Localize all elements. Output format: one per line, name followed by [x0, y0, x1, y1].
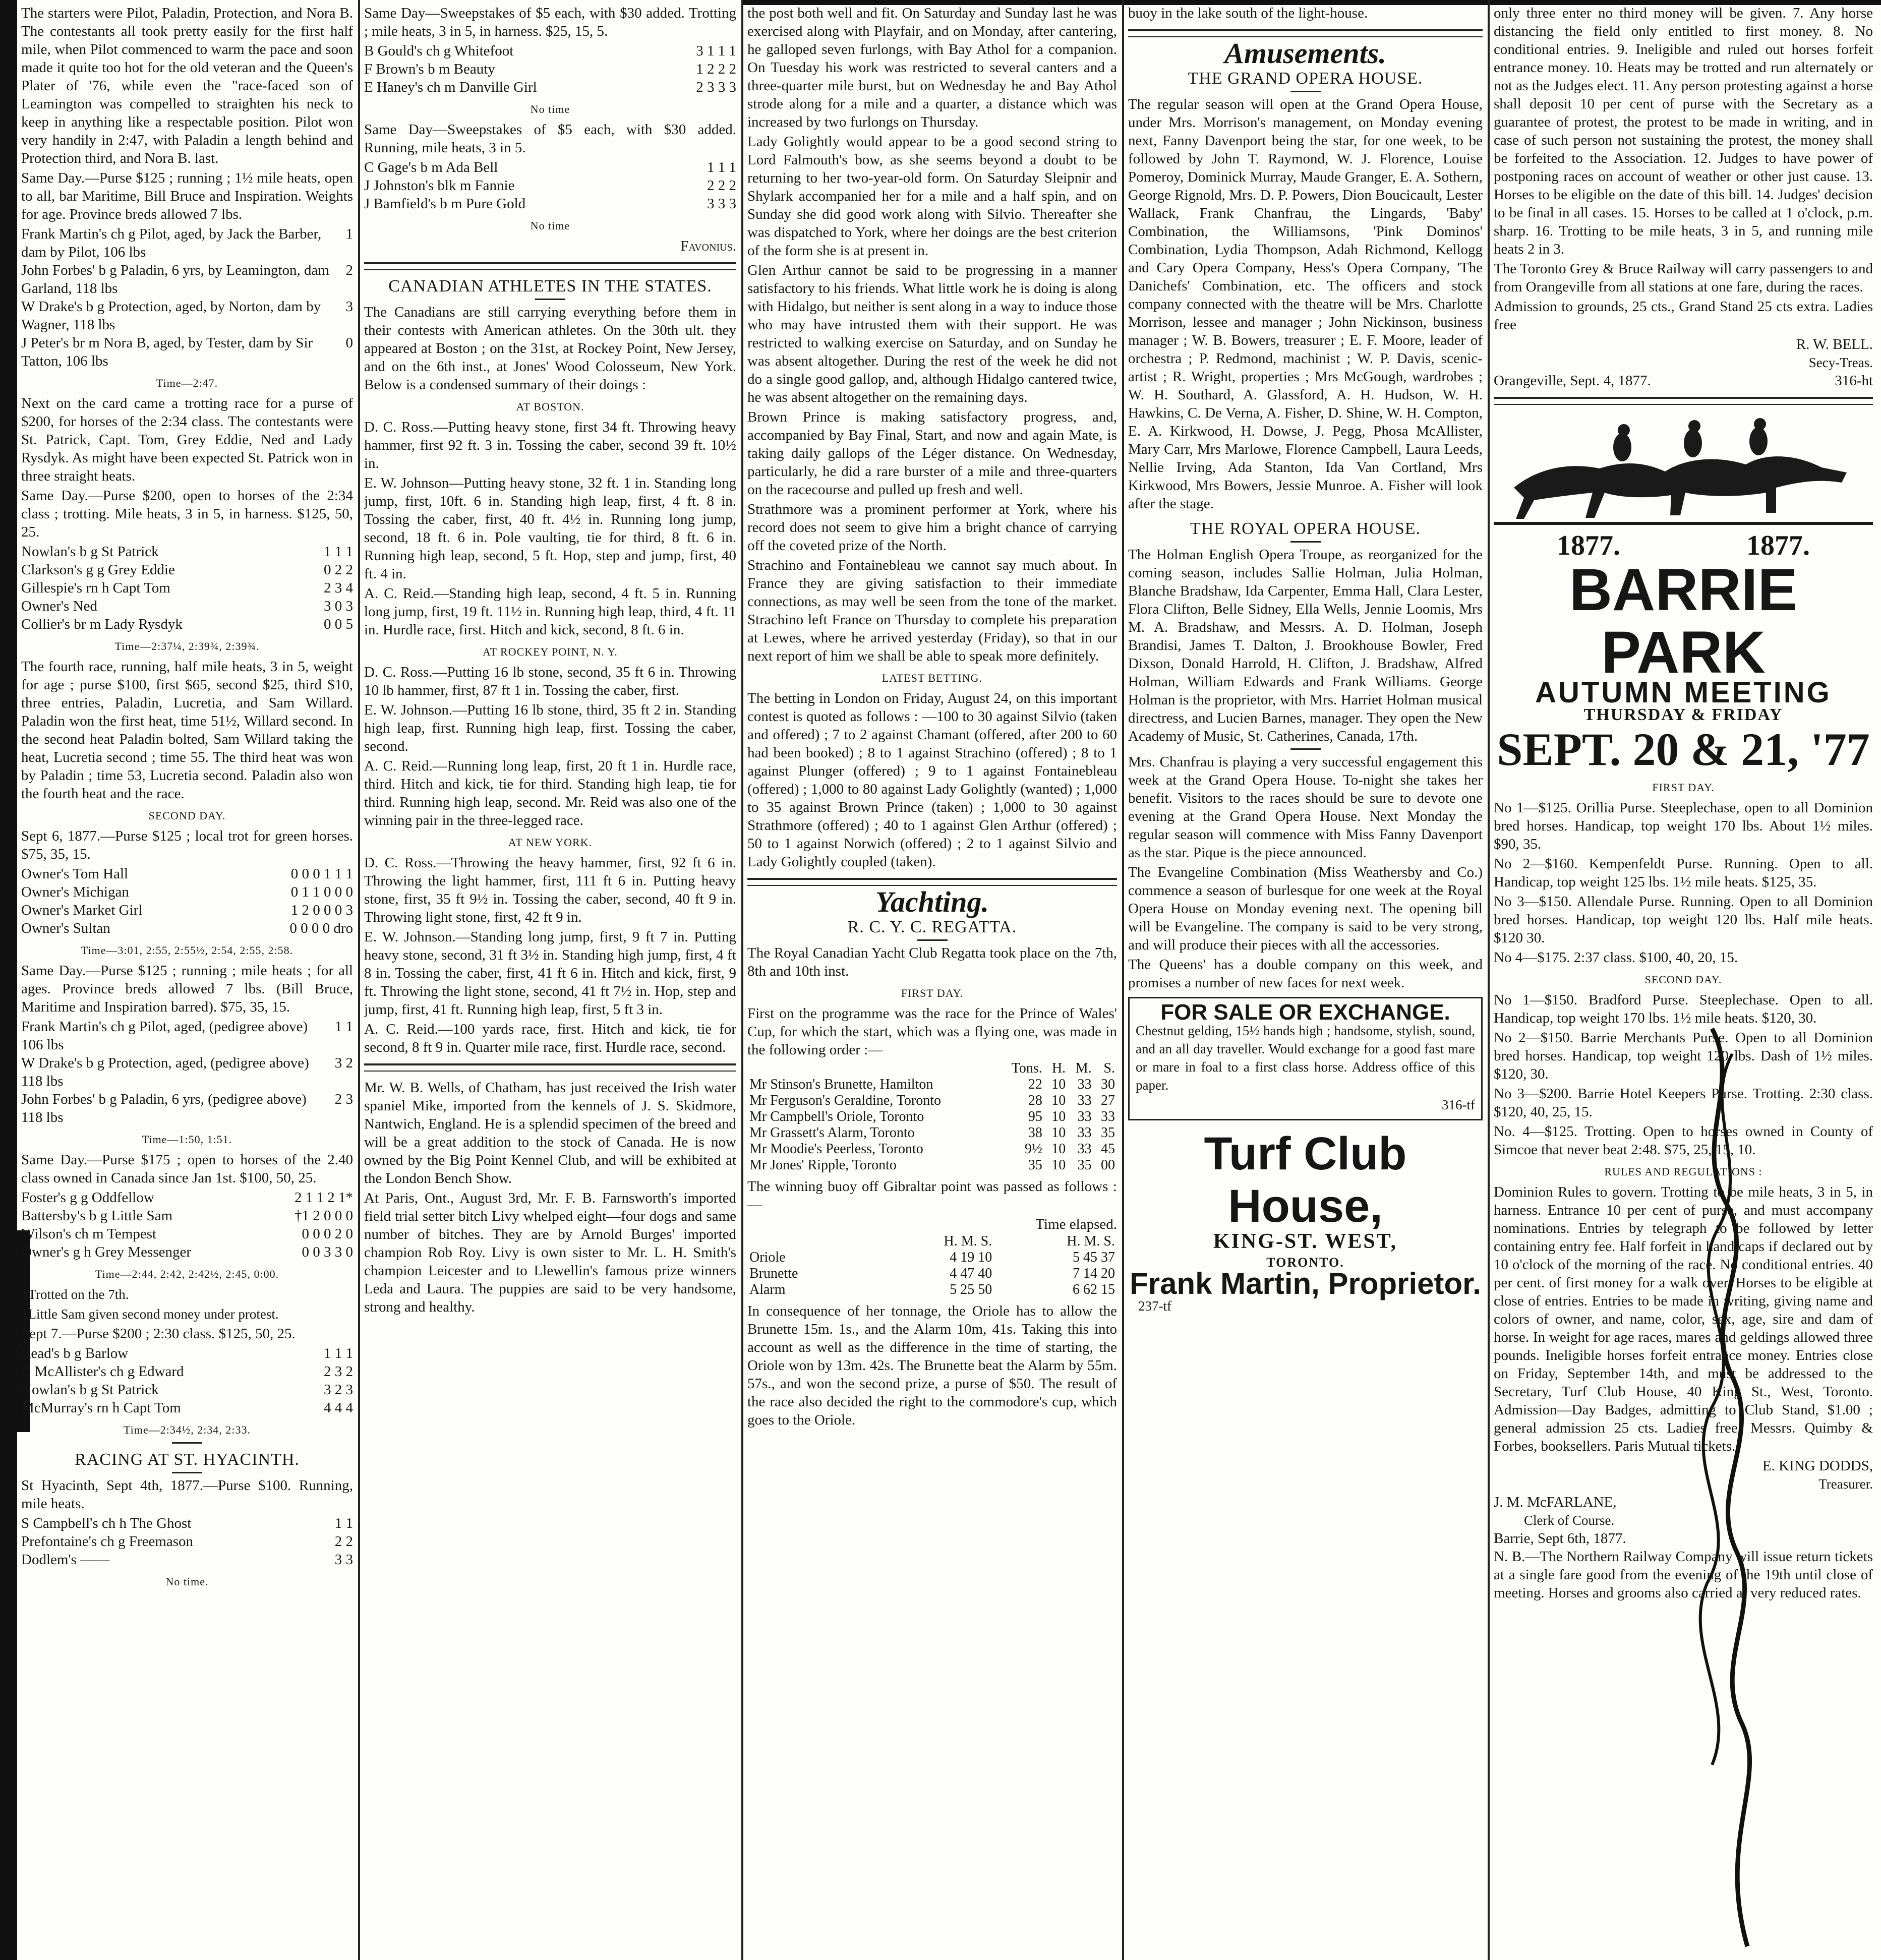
result-row — [21, 865, 353, 883]
result-row — [21, 298, 353, 334]
result-horse: Collier's br m Lady Rysdyk — [21, 616, 183, 632]
column-1 — [21, 4, 353, 1950]
table-cell: 00 — [1101, 1157, 1115, 1173]
article-paragraph: Brown Prince is making satisfactory progress, and, accompanied by Bay Final, Start, and now and again Mate, is taking daily gallops of the Léger distance. On Wednesday, particularly, he did a rare burster of a mile and three-quarters on the racecourse and pulled up fresh and well. — [747, 409, 1117, 498]
race-entry: No 2—$160. Kempenfeldt Purse. Running. Open to all. Handicap, top weight 125 lbs. 1½ mile heats. $125, 35. — [1494, 856, 1873, 890]
turf-club-proprietor: Frank Martin, Proprietor. — [1130, 1267, 1481, 1300]
table-cell: 33 — [1077, 1077, 1092, 1092]
column-rule — [741, 0, 743, 1960]
table-cell: 10 — [1051, 1109, 1066, 1124]
table-cell: 33 — [1077, 1109, 1092, 1124]
yacht-name: Alarm — [749, 1282, 786, 1297]
result-placings: 1 1 — [334, 1515, 353, 1531]
article-paragraph: A. C. Reid.—Standing high leap, second, 4 ft. 5 in. Running long jump, first, 19 ft. 11½ in. Running high leap, third, 4 ft. 11 in. Hurdle race, first. Hitch and kick, second, 8 ft. 6 in. — [364, 585, 736, 638]
article-paragraph: D. C. Ross.—Throwing the heavy hammer, first, 92 ft 6 in. Throwing the light hammer, first, 111 ft 6 in. Putting heavy stone, first, 35 ft 9½ in. Tossing the caber, second, 40 ft 9 in. Throwing light stone, first, 42 ft 9 in. — [364, 855, 736, 925]
result-placings: †1 2 0 0 0 — [295, 1208, 353, 1224]
column-4 — [1128, 4, 1483, 1950]
section-heading: CANADIAN ATHLETES IN THE STATES. — [388, 277, 712, 295]
article-paragraph: Mr. W. B. Wells, of Chatham, has just received the Irish water spaniel Mike, imported from the kennels of J. S. Skidmore, Nantwich, England. He is a splendid specimen of the breed and will be a great addition to the stock of Canada. He is now owned by the Big Point Kennel Club, and will be exhibited at the London Bench Show. — [364, 1080, 736, 1186]
table-cell: 10 — [1051, 1093, 1066, 1108]
table-cell: 5 25 50 — [950, 1282, 992, 1297]
result-horse: Owner's Market Girl — [21, 902, 143, 918]
rules-paragraph: Dominion Rules to govern. Trotting to be mile heats, 3 in 5, in harness. Entrance 10 per cent of purse, and must accompany nominations. Entries by telegraph to be followed by letter containing entry fee. Half forfeit in handicaps if declared out by 10 o'clock of the morning of the race. No conditional entries. 40 per cent. of first money for a walk over. Horses to be eligible at close of entries. Entries to be made in writing, giving name and colors of owner, and name, color, sex, age, sire and dam of horse. In weight for age races, mares and geldings allowed three pounds. Ineligible horses forfeit entrance money. Entries close on Friday, September 14th, and must be addressed to the Secretary, Turf Club House, 40 King St., West, Toronto. Admission—Day Badges, admitting to Club Stand, $1.00 ; general admission 25 cts. Ladies free. Messrs. Quimby & Forbes, booksellers. Paris Mutual tickets. — [1494, 1184, 1873, 1454]
article-paragraph: In consequence of her tonnage, the Oriole has to allow the Brunette 15m. 1s., and the Alarm 10m, 41s. Taking this into account as well as the difference in the time of starting, the Oriole won by 13m. 42s. The Brunette beat the Alarm by 55m. 57s., and won the second prize, a purse of $50. The result of the race also decided the right to the commodore's cup, which goes to the Oriole. — [747, 1303, 1117, 1428]
table-cell: 10 — [1051, 1141, 1066, 1157]
result-placings: 0 0 5 — [324, 616, 353, 632]
turf-club-city: TORONTO. — [1266, 1255, 1344, 1270]
race-heading: Same Day.—Purse $125 ; running ; 1½ mile heats, open to all, bar Maritime, Bill Bruce and Inspiration. Weights for age. Province breds allowed 7 lbs. — [21, 170, 353, 222]
race-time: Time—3:01, 2:55, 2:55½, 2:54, 2:55, 2:58. — [81, 944, 293, 957]
year-banner — [1494, 530, 1873, 561]
race-time: Time—2:47. — [156, 377, 218, 389]
race-entry: No 1—$125. Orillia Purse. Steeplechase, open to all Dominion bred horses. Handicap, top weight 170 lbs. About 1½ miles. $90, 35. — [1494, 800, 1873, 852]
section-heading: THE GRAND OPERA HOUSE. — [1188, 69, 1423, 88]
race-entry: No 3—$150. Allendale Purse. Running. Open to all Dominion bred horses. Handicap, top weight 120 lbs. Half mile heats. $120 30. — [1494, 894, 1873, 946]
race-time: No time. — [165, 1575, 209, 1588]
result-horse: Nowlan's b g St Patrick — [21, 544, 159, 560]
result-placings: 2 2 2 — [707, 177, 736, 194]
result-horse: Nowlan's b g St Patrick — [21, 1382, 159, 1398]
footnote: †Little Sam given second money under protest. — [21, 1306, 279, 1322]
result-row — [21, 561, 353, 579]
article-paragraph: Strachino and Fontainebleau we cannot say much about. In France they are giving satisfaction to their immediate connections, as may well be seen from the tone of the market. Strachino left France on Thursday to complete his preparation at Lewes, where he arrived yesterday (Friday), so that in our next report of him we shall be able to speak more definitely. — [747, 557, 1117, 664]
result-placings: 0 1 1 0 0 0 — [290, 884, 353, 900]
table-cell: 9½ — [1024, 1141, 1042, 1157]
result-row — [21, 1551, 353, 1569]
table-row — [747, 1125, 1117, 1141]
result-placings: 0 0 0 0 dro — [289, 920, 353, 936]
result-row — [21, 1090, 353, 1126]
divider — [1290, 748, 1321, 750]
table-cell: 28 — [1028, 1093, 1042, 1108]
table-cell: 38 — [1028, 1125, 1042, 1141]
signature-name: J. M. McFARLANE, — [1494, 1494, 1617, 1510]
race-time: Time—2:44, 2:42, 2:42½, 2:45, 0:00. — [95, 1268, 279, 1280]
result-placings: 2 3 4 — [324, 580, 353, 596]
result-row — [21, 919, 353, 937]
section-divider — [747, 878, 1117, 886]
ad-code: 316-tf — [1442, 1097, 1475, 1112]
table-row — [747, 1266, 1117, 1282]
ad-heading: FOR SALE OR EXCHANGE. — [1160, 1000, 1450, 1025]
results-list — [21, 1018, 353, 1126]
result-horse: Read's b g Barlow — [21, 1345, 129, 1361]
result-row — [364, 42, 736, 60]
result-placings: 0 2 2 — [324, 562, 353, 578]
article-paragraph: Mrs. Chanfrau is playing a very successful engagement this week at the Grand Opera House. To-night she takes her benefit. Visitors to the races should be sure to devote one evening at the Grand Opera House. Next Monday the regular season will commence with Miss Fanny Davenport as the star. Pique is the piece announced. — [1128, 754, 1483, 861]
for-sale-advertisement — [1128, 997, 1483, 1120]
result-horse: Dodlem's —— — [21, 1552, 110, 1568]
result-horse: John Forbes' b g Paladin, 6 yrs, by Leamington, dam Garland, 118 lbs — [21, 262, 329, 296]
table-cell: 27 — [1101, 1093, 1115, 1108]
ad-body: Chestnut gelding, 15½ hands high ; handsome, stylish, sound, and an all day traveller. Would exchange for a good fast mare or mare in foal to a first class horse. Address office of this paper. — [1136, 1023, 1475, 1093]
table-cell: 33 — [1077, 1093, 1092, 1108]
meeting-title: AUTUMN MEETING — [1535, 676, 1832, 709]
section-banner: Yachting. — [875, 885, 989, 918]
result-placings: 1 1 1 — [324, 1345, 353, 1361]
column-rule — [1488, 0, 1490, 1960]
section-subheading: FIRST DAY. — [901, 987, 964, 999]
signature-title: Secy-Treas. — [1808, 355, 1873, 370]
race-heading: Same Day.—Purse $175 ; open to horses of the 2.40 class owned in Canada since Jan 1st. $100, 50, 25. — [21, 1152, 353, 1186]
column-rule — [1122, 0, 1124, 1960]
result-horse: Frank Martin's ch g Pilot, aged, (pedigree above) 106 lbs — [21, 1019, 308, 1053]
result-row — [364, 60, 736, 78]
race-entry: No 4—$175. 2:37 class. $100, 40, 20, 15. — [1494, 949, 1738, 966]
result-row — [21, 1189, 353, 1207]
result-horse: Wilson's ch m Tempest — [21, 1226, 157, 1242]
table-header: H. — [1051, 1060, 1066, 1076]
table-header: Tons. — [1011, 1060, 1042, 1076]
table-cell: 10 — [1051, 1125, 1066, 1141]
result-horse: F Brown's b m Beauty — [364, 61, 495, 77]
table-header: H. M. S. — [1067, 1233, 1115, 1249]
result-horse: B Gould's ch g Whitefoot — [364, 43, 514, 59]
section-divider — [1128, 29, 1483, 37]
section-subheading: LATEST BETTING. — [881, 672, 983, 684]
table-cell: 4 47 40 — [950, 1266, 992, 1281]
result-placings: 2 1 1 2 1* — [295, 1190, 353, 1206]
article-paragraph: Glen Arthur cannot be said to be progressing in a manner satisfactory to his friends. What little work he is doing is along with Hidalgo, but neither is sent along in a way to induce those who may have intrusted them with their support. He was restricted to walking exercise on Saturday, and on Sunday he was absent altogether. During the rest of the week he did not do a single good gallop, and, although Hidalgo cantered twice, he was absent altogether on the remaining days. — [747, 262, 1117, 405]
section-banner: Amusements. — [1224, 37, 1386, 70]
race-heading: Same Day—Sweepstakes of $5 each, with $30 added. Running, mile heats, 3 in 5. — [364, 122, 736, 156]
section-subheading: AT ROCKEY POINT, N. Y. — [483, 645, 618, 658]
table-cell: 4 19 10 — [950, 1250, 992, 1265]
yacht-name: Mr Grassett's Alarm, Toronto — [749, 1125, 915, 1141]
result-placings: 1 2 0 0 0 3 — [290, 902, 353, 918]
race-entry: No 1—$150. Bradford Purse. Steeplechase. Open to all. Handicap, top weight 170 lbs. 1½ mile heats. $120, 30. — [1494, 992, 1873, 1026]
table-cell: 95 — [1028, 1109, 1042, 1124]
article-paragraph: Lady Golightly would appear to be a good second string to Lord Falmouth's bow, as she seems beyond a doubt to be returning to her two-year-old form. On Saturday Sleipnir and Shylark accompanied her for a mile and a half spin, and on Sunday she did good work along with Silvio. Thereafter she was dispatched to York, where her doings are the best criterion of the form she is at present in. — [747, 134, 1117, 259]
section-subheading: FIRST DAY. — [1652, 781, 1715, 794]
section-heading: R. C. Y. C. REGATTA. — [847, 918, 1017, 936]
turf-club-street: KING-ST. WEST, — [1213, 1230, 1398, 1253]
result-horse: Owner's Michigan — [21, 884, 129, 900]
result-placings: 1 1 1 — [324, 544, 353, 560]
result-horse: Clarkson's g g Grey Eddie — [21, 562, 175, 578]
section-divider — [364, 262, 736, 270]
table-cell: 33 — [1101, 1109, 1115, 1124]
ad-code: 237-tf — [1138, 1298, 1171, 1314]
result-row — [21, 883, 353, 901]
results-list — [21, 865, 353, 937]
article-paragraph: buoy in the lake south of the light-house. — [1128, 5, 1368, 21]
result-placings: 3 — [345, 299, 353, 315]
race-time: Time—2:37¼, 2:39¾, 2:39¾. — [114, 640, 260, 652]
article-paragraph: Strathmore was a prominent performer at York, where his record does not seem to give him a bright chance of carrying off the coveted prize of the North. — [747, 501, 1117, 554]
divider — [917, 939, 948, 941]
scan-edge — [0, 0, 17, 1960]
result-placings: 2 3 — [334, 1091, 353, 1107]
table-cell: 45 — [1101, 1141, 1115, 1157]
result-row — [364, 78, 736, 96]
year-right: 1877. — [1746, 530, 1810, 561]
signature-name: E. KING DODDS, — [1762, 1458, 1873, 1474]
section-subheading: SECOND DAY. — [1644, 973, 1722, 986]
result-row — [21, 597, 353, 615]
meeting-date: SEPT. 20 & 21, '77 — [1497, 724, 1870, 775]
result-row — [21, 1514, 353, 1532]
article-paragraph: N. B.—The Northern Railway Company will issue return tickets at a single fare good from the evening of the 19th until close of meeting. Horses and grooms also carried at very reduced rates. — [1494, 1549, 1873, 1601]
result-horse: J Bamfield's b m Pure Gold — [364, 196, 526, 212]
result-horse: Battersby's b g Little Sam — [21, 1208, 173, 1224]
table-row — [747, 1093, 1117, 1109]
result-horse: C Gage's b m Ada Bell — [364, 159, 498, 175]
article-paragraph: The Queens' has a double company on this week, and promises a number of new faces for next week. — [1128, 957, 1483, 991]
footnote: *Trotted on the 7th. — [21, 1287, 129, 1302]
result-horse: Owner's Sultan — [21, 920, 110, 936]
divider — [1290, 91, 1321, 92]
article-paragraph: The Royal Canadian Yacht Club Regatta took place on the 7th, 8th and 10th inst. — [747, 945, 1117, 979]
article-paragraph: A. C. Reid.—100 yards race, first. Hitch and kick, tie for second, 8 ft 9 in. Quarter mile race, first. Hurdle race, second. — [364, 1021, 736, 1055]
result-row — [21, 334, 353, 370]
yacht-name: Mr Ferguson's Geraldine, Toronto — [749, 1093, 942, 1108]
result-placings: 4 4 4 — [324, 1400, 353, 1416]
result-horse: J Peter's br m Nora B, aged, by Tester, dam by Sir Tatton, 106 lbs — [21, 335, 313, 369]
result-placings: 0 0 3 3 0 — [302, 1244, 353, 1260]
column-3 — [747, 4, 1117, 1950]
result-row — [21, 1362, 353, 1381]
result-placings: 3 3 3 — [707, 196, 736, 212]
table-row — [747, 1109, 1117, 1125]
racing-horses-illustration — [1494, 412, 1873, 528]
ink-scribble-mark — [1682, 1024, 1768, 1951]
race-heading: Same Day—Sweepstakes of $5 each, with $30 added. Trotting ; mile heats, 3 in 5, in harness. $25, 15, 5. — [364, 5, 736, 39]
result-placings: 1 1 1 — [707, 159, 736, 175]
table-cell: 6 62 15 — [1073, 1282, 1115, 1297]
result-horse: McMurray's rn h Capt Tom — [21, 1400, 181, 1416]
result-placings: 3 3 — [334, 1552, 353, 1568]
article-paragraph: The Evangeline Combination (Miss Weathersby and Co.) commence a season of burlesque for one week at the Royal Opera House on Monday evening next. The opening bill will be Evangeline. The company is said to be very strong, and will produce their pieces with all the accessories. — [1128, 864, 1483, 953]
section-divider — [364, 1063, 736, 1072]
article-paragraph: The winning buoy off Gibraltar point was passed as follows :— — [747, 1178, 1117, 1213]
result-horse: J Johnston's blk m Fannie — [364, 177, 515, 194]
article-paragraph: At Paris, Ont., August 3rd, Mr. F. B. Farnsworth's imported field trial setter bitch Livy whelped eight—four dogs and same number of bitches. They are by Arnold Burges' imported champion Rob Roy. Livy is own sister to Mr. L. H. Smith's champion Leicester and to Llewellin's famous prize winners Leda and Laura. The puppies are said to be very handsome, strong and healthy. — [364, 1190, 736, 1315]
result-placings: 1 — [345, 226, 353, 242]
author-signature: Favonius. — [680, 238, 736, 254]
table-header: M. — [1075, 1060, 1092, 1076]
result-placings: 2 3 2 — [324, 1363, 353, 1380]
result-row — [21, 1381, 353, 1399]
result-row — [21, 261, 353, 298]
section-subheading: AT NEW YORK. — [508, 836, 593, 849]
article-paragraph: The regular season will open at the Grand Opera House, under Mrs. Morrison's management, on Monday evening next, Fanny Davenport being the star, for one week, to be followed by John T. Raymond, W. J. Florence, Louise Pomeroy, Dominick Murray, Maude Granger, E. A. Sothern, George Rignold, Mrs. D. P. Powers, Dion Boucicault, Lester Wallack, Frank Chanfrau, the Lingards, 'Baby' Combination, the Williamsons, 'Pink Dominos' Combination, Lydia Thompson, Adah Richmond, Kellogg and Cary Opera Company, Hess's Opera Company, 'The Danichefs' Combination, etc. The officers and stock company connected with the theatre will be Mrs. Charlotte Morrison, lessee and manager ; John Nickinson, business manager ; W. B. Bowers, treasurer ; E. F. Moore, leader of orchestra ; P. Redmond, machinist ; W. P. Davis, scenic-artist ; R. Wright, properties ; Mrs McGough, wardrobes ; W. H. Southard, A. Glassford, A. H. Hudson, W. H. Hawkins, C. De Verna, A. Fisher, D. Shine, W. H. Compton, E. A. Kirkwood, H. Dowse, J. Pegg, Phosa McAllister, Mary Carr, Mrs Marlowe, Florence Campbell, Laura Leeds, Nellie Irving, Ada Stanton, Ida Van Cortland, Mrs Kirkwood, Mrs Bowers, Jessie Munroe. A. Fisher will look after the stage. — [1128, 96, 1483, 512]
race-time: Time—2:34½, 2:34, 2:33. — [124, 1423, 251, 1436]
result-horse: Gillespie's rn h Capt Tom — [21, 580, 170, 596]
result-placings: 0 0 0 2 0 — [302, 1226, 353, 1242]
article-paragraph: E. W. Johnson—Putting heavy stone, 32 ft. 1 in. Standing long jump, first, 10ft. 6 in. Standing high leap, first, 4 ft. 8 in. Tossing the caber, first, 40 ft. 4½ in. Running long jump, second, 18 ft. 6 in. Pole vaulting, tie for third, 8 ft. 6 in. Running high leap, second, 5 ft. Hop, step and jump, first, 40 ft. 4 in. — [364, 475, 736, 582]
race-heading: St Hyacinth, Sept 4th, 1877.—Purse $100. Running, mile heats. — [21, 1477, 353, 1512]
result-row — [21, 1532, 353, 1551]
result-placings: 0 — [345, 335, 353, 351]
table-cell: 35 — [1101, 1125, 1115, 1141]
article-paragraph: The Canadians are still carrying everything before them in their contests with American athletes. On the 30th ult. they appeared at Boston ; on the 31st, at Rockey Point, New Jersey, and on the 6th inst., at Jones' Wood Colosseum, New York. Below is a condensed summary of their doings : — [364, 304, 736, 393]
signature-name: R. W. BELL. — [1796, 336, 1873, 352]
yacht-name: Mr Jones' Ripple, Toronto — [749, 1157, 897, 1173]
section-subheading: RULES AND REGULATIONS : — [1604, 1165, 1762, 1178]
table-cell: 33 — [1077, 1141, 1092, 1157]
race-entry: No 2—$150. Barrie Merchants Purse. Open to all Dominion bred horses. Handicap, top weight 120 lbs. Dash of 1½ miles. $120, 30. — [1494, 1030, 1873, 1082]
race-heading: Same Day.—Purse $200, open to horses of the 2:34 class ; trotting. Mile heats, 3 in 5, in harness. $125, 50, 25. — [21, 488, 353, 540]
result-row — [21, 1399, 353, 1417]
rules-paragraph: only three enter no third money will be given. 7. Any horse distancing the field only entitled to first money. 8. No conditional entries. 9. Ineligible and ruled out horses forfeit entrance money. 10. Heats may be trotted and run alternately or not as the Judges elect. 11. Any person protesting against a horse shall deposit 10 per cent of purse with the Secretary as a guarantee of protest, the protest to be made in writing, and in case of such person not sustaining the protest, the money shall be forfeited to the Association. 12. Judges to have power of postponing races on account of weather or other just cause. 13. Horses to be eligible on the date of this bill. 14. Judges' decision to be final in all cases. 15. Horses to be called at 1 o'clock, p.m. sharp. 16. Trotting to be mile heats, 3 in 5, and running mile heats 2 in 3. — [1494, 5, 1873, 257]
table-cell: 22 — [1028, 1077, 1042, 1092]
section-heading: THE ROYAL OPERA HOUSE. — [1190, 519, 1421, 538]
result-row — [21, 1344, 353, 1362]
article-paragraph: Next on the card came a trotting race for a purse of $200, for horses of the 2:34 class. The contestants were St. Patrick, Capt. Tom, Grey Eddie, Ned and Lady Rysdyk. As might have been expected St. Patrick won in three straight heats. — [21, 395, 353, 484]
column-2 — [364, 4, 736, 1950]
table-caption: Time elapsed. — [1035, 1216, 1117, 1232]
divider — [1290, 541, 1321, 543]
section-heading: RACING AT ST. HYACINTH. — [75, 1450, 300, 1469]
result-horse: Owner's g h Grey Messenger — [21, 1244, 192, 1260]
article-paragraph: A. C. Reid.—Running long leap, first, 20 ft 1 in. Hurdle race, third. Hitch and kick, tie for third. Standing high leap, tie for third. Running high leap, second. Mr. Reid was also one of the winning pair in the three-legged race. — [364, 758, 736, 828]
yacht-start-table — [747, 1060, 1117, 1173]
table-cell: 33 — [1077, 1125, 1092, 1141]
results-list — [21, 1344, 353, 1417]
article-paragraph: D. C. Ross.—Putting 16 lb stone, second, 35 ft 6 in. Throwing 10 lb hammer, first, 87 ft 1 in. Tossing the caber, first. — [364, 664, 736, 698]
article-paragraph: First on the programme was the race for the Prince of Wales' Cup, for which the start, which was a flying one, was made in the following order :— — [747, 1005, 1117, 1058]
race-time: No time — [530, 219, 570, 232]
race-heading: Sept 6, 1877.—Purse $125 ; local trot for green horses. $75, 35, 15. — [21, 828, 353, 862]
result-placings: 3 1 1 1 — [696, 43, 736, 59]
race-time: No time — [530, 103, 570, 115]
article-paragraph: The Toronto Grey & Bruce Railway will carry passengers to and from Orangeville from all stations at one fare, during the races. — [1494, 261, 1873, 295]
result-horse: Frank Martin's ch g Pilot, aged, by Jack the Barber, dam by Pilot, 106 lbs — [21, 226, 322, 260]
yacht-name: Mr Moodie's Peerless, Toronto — [749, 1141, 923, 1157]
race-entry: No 3—$200. Barrie Hotel Keepers Purse. Trotting. 2:30 class. $120, 40, 25, 15. — [1494, 1086, 1873, 1120]
divider — [172, 1442, 202, 1444]
article-paragraph: E. W. Johnson.—Standing long jump, first, 9 ft 7 in. Putting heavy stone, second, 31 ft 3½ in. Standing high jump, first, 4 ft 8 in. Tossing the caber, first, 41 ft 6 in. Hitch and kick, first, 9 ft. Throwing the light stone, second, 41 ft 7½ in. Hop, step and jump, first, 41 ft. Running high leap, first, 5 ft 3 in. — [364, 929, 736, 1018]
table-header: H. M. S. — [944, 1233, 992, 1249]
result-row — [21, 1018, 353, 1054]
result-row — [21, 1225, 353, 1243]
section-subheading: AT BOSTON. — [516, 400, 584, 413]
results-list — [21, 1189, 353, 1261]
table-cell: 5 45 37 — [1073, 1250, 1115, 1265]
result-row — [21, 225, 353, 261]
ad-code: 316-ht — [1835, 373, 1873, 389]
article-paragraph: The fourth race, running, half mile heats, 3 in 5, weight for age ; purse $100, first $65, second $25, third $10, three entries, Paladin, Lucretia, and Sam Willard. Paladin won the first heat, time 51½, Willard second. In the second heat Paladin bolted, Sam Willard taking the heat, Lucretia second ; time 55. The third heat was won by Paladin ; time 53, Lucretia second. Paladin also won the fourth heat and the race. — [21, 659, 353, 802]
result-row — [21, 1243, 353, 1261]
result-horse: John Forbes' b g Paladin, 6 yrs, (pedigree above) 118 lbs — [21, 1091, 307, 1125]
divider — [172, 1472, 202, 1473]
result-horse: E Haney's ch m Danville Girl — [364, 79, 537, 95]
article-paragraph: The starters were Pilot, Paladin, Protection, and Nora B. The contestants all took pretty easily for the first half mile, when Pilot commenced to warm the pace and soon made it quite too hot for the old veteran and the Queen's Plater of '76, while even the "race-faced son of Leamington was compelled to straighten his neck to keep in anything like a respectable position. Pilot won very handily in 2:47, with Paladin a length behind and Protection third, and Nora B. last. — [21, 5, 353, 166]
result-row — [364, 176, 736, 195]
turf-club-title: Turf Club House, — [1204, 1128, 1407, 1232]
table-cell: 10 — [1051, 1157, 1066, 1173]
column-rule — [358, 0, 360, 1960]
signature-title: Treasurer. — [1818, 1476, 1873, 1492]
result-row — [21, 579, 353, 597]
buoy-table — [747, 1233, 1117, 1298]
result-horse: Foster's g g Oddfellow — [21, 1190, 154, 1206]
table-header: S. — [1103, 1060, 1115, 1076]
table-cell: 35 — [1077, 1157, 1092, 1173]
race-heading: Same Day.—Purse $125 ; running ; mile heats ; for all ages. Province breds allowed 7 lbs. (Bill Bruce, Maritime and Inspiration barred). $75, 35, 15. — [21, 963, 353, 1015]
result-row — [21, 901, 353, 919]
table-cell: 10 — [1051, 1077, 1066, 1092]
signature-title: Clerk of Course. — [1524, 1513, 1615, 1528]
year-left: 1877. — [1557, 530, 1620, 561]
table-cell: 7 14 20 — [1073, 1266, 1115, 1281]
results-list — [21, 543, 353, 633]
result-placings: 1 2 2 2 — [696, 61, 736, 77]
yacht-name: Brunette — [749, 1266, 798, 1281]
result-placings: 1 1 — [334, 1019, 353, 1035]
result-row — [21, 615, 353, 633]
result-row — [21, 543, 353, 561]
table-row — [747, 1157, 1117, 1173]
table-row — [747, 1141, 1117, 1157]
divider — [535, 299, 565, 300]
yacht-name: Mr Campbell's Oriole, Toronto — [749, 1109, 924, 1124]
meeting-days: THURSDAY & FRIDAY — [1583, 705, 1783, 724]
race-time: Time—1:50, 1:51. — [142, 1133, 232, 1146]
result-horse: Owner's Tom Hall — [21, 866, 129, 882]
result-horse: Owner's Ned — [21, 598, 97, 614]
dateline — [1494, 372, 1873, 390]
table-cell: 30 — [1101, 1077, 1115, 1092]
result-placings: 0 0 0 1 1 1 — [290, 866, 353, 882]
race-entry: No. 4—$125. Trotting. Open to horses owned in County of Simcoe that never beat 2:48. $75, 25, 15, 10. — [1494, 1123, 1873, 1158]
table-row — [747, 1282, 1117, 1298]
result-placings: 2 3 3 3 — [696, 79, 736, 95]
result-placings: 2 2 — [334, 1533, 353, 1550]
results-list — [364, 158, 736, 213]
results-list — [21, 1514, 353, 1569]
article-paragraph: D. C. Ross.—Putting heavy stone, first 34 ft. Throwing heavy hammer, first 92 ft. 3 in. Tossing the caber, second 39 ft. 10½ in. — [364, 419, 736, 471]
results-list — [364, 42, 736, 96]
article-paragraph: E. W. Johnson.—Putting 16 lb stone, third, 35 ft 2 in. Standing high leap, first. Running high leap, first. Tossing the caber, second. — [364, 702, 736, 754]
result-placings: 3 2 — [334, 1055, 353, 1071]
table-cell: 35 — [1028, 1157, 1042, 1173]
result-horse: W Drake's b g Protection, aged, by Norton, dam by Wagner, 118 lbs — [21, 299, 321, 333]
article-paragraph: The betting in London on Friday, August 24, on this important contest is quoted as follows : —100 to 30 against Silvio (taken and offered) ; 7 to 2 against Chamant (offered, after 200 to 60 had been booked) ; 8 to 1 against Strachino (offered) ; 8 to 1 against Plunger (offered) ; 9 to 1 against Fontainebleau (offered) ; 1,000 to 80 against Lady Golightly (wanted) ; 1,000 to 35 against Brown Prince (taken) ; 1,000 to 30 against Strathmore (offered) ; 40 to 1 against Glen Arthur (offered) ; 50 to 1 against Norwich (offered) ; 2 to 1 against Silvio and Lady Golightly coupled (taken). — [747, 690, 1117, 870]
dateline-place: Orangeville, Sept. 4, 1877. — [1494, 373, 1651, 389]
article-paragraph: the post both well and fit. On Saturday and Sunday last he was exercised along with Playfair, and on Monday, after cantering, he galloped seven furlongs, with Bay Athol for a companion. On Tuesday his work was restricted to several canters and a three-quarter mile burst, but on Wednesday he and Bay Athol strode along for a mile and a quarter, a distance which was increased by two furlongs on Thursday. — [747, 5, 1117, 130]
result-horse: C McAllister's ch g Edward — [21, 1363, 184, 1380]
result-horse: W Drake's b g Protection, aged, (pedigree above) 118 lbs — [21, 1055, 309, 1089]
result-row — [21, 1207, 353, 1225]
result-row — [364, 195, 736, 213]
dateline-place: Barrie, Sept 6th, 1877. — [1494, 1530, 1626, 1547]
result-row — [21, 1054, 353, 1090]
table-row — [747, 1250, 1117, 1266]
result-horse: S Campbell's ch h The Ghost — [21, 1515, 192, 1531]
result-placings: 3 0 3 — [324, 598, 353, 614]
yacht-name: Oriole — [749, 1250, 786, 1265]
results-list — [21, 225, 353, 370]
result-placings: 2 — [345, 262, 353, 278]
yacht-name: Mr Stinson's Brunette, Hamilton — [749, 1077, 933, 1092]
result-horse: Prefontaine's ch g Freemason — [21, 1533, 194, 1550]
barrie-park-title: BARRIE PARK — [1569, 557, 1798, 686]
result-row — [364, 158, 736, 176]
article-paragraph: The Holman English Opera Troupe, as reorganized for the coming season, includes Sallie Holman, Julia Holman, Blanche Bradshaw, Ida Carpenter, Emma Hall, Clara Lester, Flora Clifton, Belle Sidney, Ella Wells, Jennie Loomis, Mrs M. A. Bradshaw, and Messrs. A. D. Holman, Joseph Brandisi, James T. Dalton, J. Brookhouse Bowler, Fred Dixson, Donald Harrold, H. Clifton, J. Bradshaw, Alfred Holman, William Edwards and Frank Williams. George Holman is the proprietor, with Mrs. Harriet Holman musical directress, and Lucien Barnes, manager. They open the New Academy of Music, St. Catherines, Canada, 17th. — [1128, 547, 1483, 744]
section-subheading: SECOND DAY. — [148, 809, 226, 822]
result-placings: 3 2 3 — [324, 1382, 353, 1398]
table-row — [747, 1077, 1117, 1093]
race-heading: Sept 7.—Purse $200 ; 2:30 class. $125, 50, 25. — [21, 1326, 296, 1342]
article-paragraph: Admission to grounds, 25 cts., Grand Stand 25 cts extra. Ladies free — [1494, 299, 1873, 333]
section-divider — [1494, 397, 1873, 405]
